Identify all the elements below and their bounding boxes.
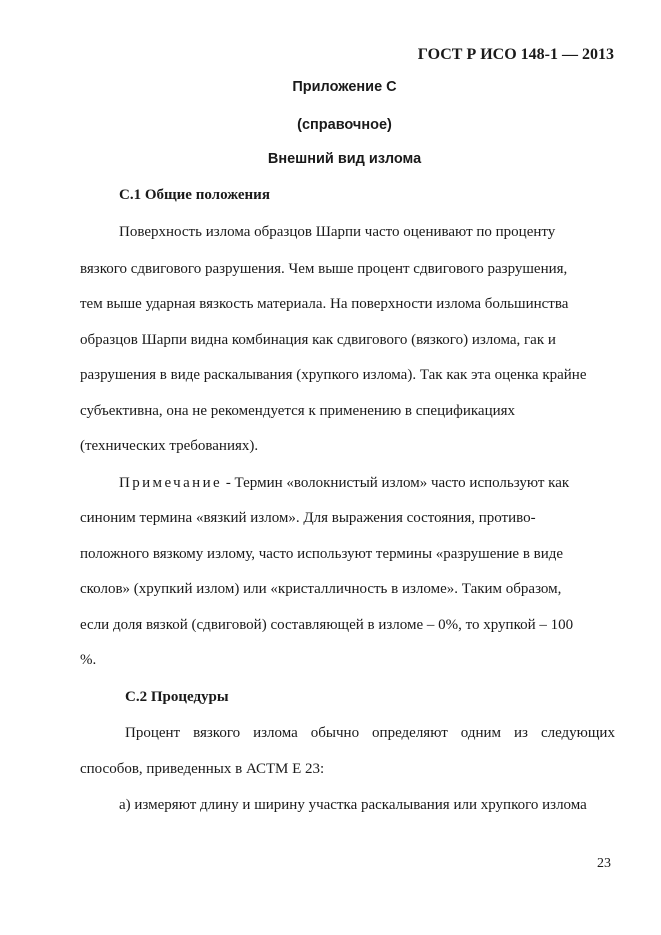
word: обычно	[310, 725, 360, 741]
paragraph-line: разрушения в виде раскалывания (хрупкого излома). Так как эта оценка крайне	[80, 367, 587, 383]
list-item-a: а) измеряют длину и ширину участка раскалывания или хрупкого излома	[119, 797, 587, 813]
word: излома	[253, 725, 298, 741]
word: одним	[460, 725, 502, 741]
note-first-line	[119, 475, 569, 492]
appendix-type: (справочное)	[297, 117, 392, 133]
word: вязкого	[193, 725, 241, 741]
word: из	[514, 725, 528, 741]
section-heading-c2: С.2 Процедуры	[125, 689, 229, 705]
note-line: сколов» (хрупкий излом) или «кристалличность в изломе». Таким образом,	[80, 581, 562, 597]
paragraph-line: Поверхность излома образцов Шарпи часто оценивают по проценту	[119, 224, 556, 240]
page-number: 23	[597, 856, 611, 871]
section2-intro-line2: способов, приведенных в АСТМ Е 23:	[80, 761, 325, 777]
paragraph-line: (технических требованиях).	[80, 438, 259, 454]
paragraph-line: образцов Шарпи видна комбинация как сдвигового (вязкого) излома, гак и	[80, 332, 556, 348]
note-text: - Термин «волокнистый излом» часто используют как	[222, 475, 570, 491]
word: Процент	[125, 725, 181, 741]
note-label: Примечание	[119, 475, 223, 491]
section-heading-c1: С.1 Общие положения	[119, 187, 270, 203]
note-line: синоним термина «вязкий излом». Для выражения состояния, противо-	[80, 510, 536, 526]
paragraph-line: субъективна, она не рекомендуется к применению в спецификациях	[80, 403, 516, 419]
note-line: положного вязкому излому, часто используют термины «разрушение в виде	[80, 546, 564, 562]
word: следующих	[540, 725, 615, 741]
paragraph-line: вязкого сдвигового разрушения. Чем выше процент сдвигового разрушения,	[80, 261, 568, 277]
note-line: если доля вязкой (сдвиговой) составляющей в изломе – 0%, то хрупкой – 100	[80, 617, 574, 633]
word: определяют	[372, 725, 448, 741]
appendix-subject: Внешний вид излома	[267, 151, 422, 167]
appendix-title: Приложение С	[292, 79, 397, 95]
note-line: %.	[80, 652, 97, 668]
section2-intro-line	[125, 725, 615, 742]
paragraph-line: тем выше ударная вязкость материала. На поверхности излома большинства	[80, 296, 569, 312]
document-header: ГОСТ Р ИСО 148-1 — 2013	[417, 46, 614, 63]
